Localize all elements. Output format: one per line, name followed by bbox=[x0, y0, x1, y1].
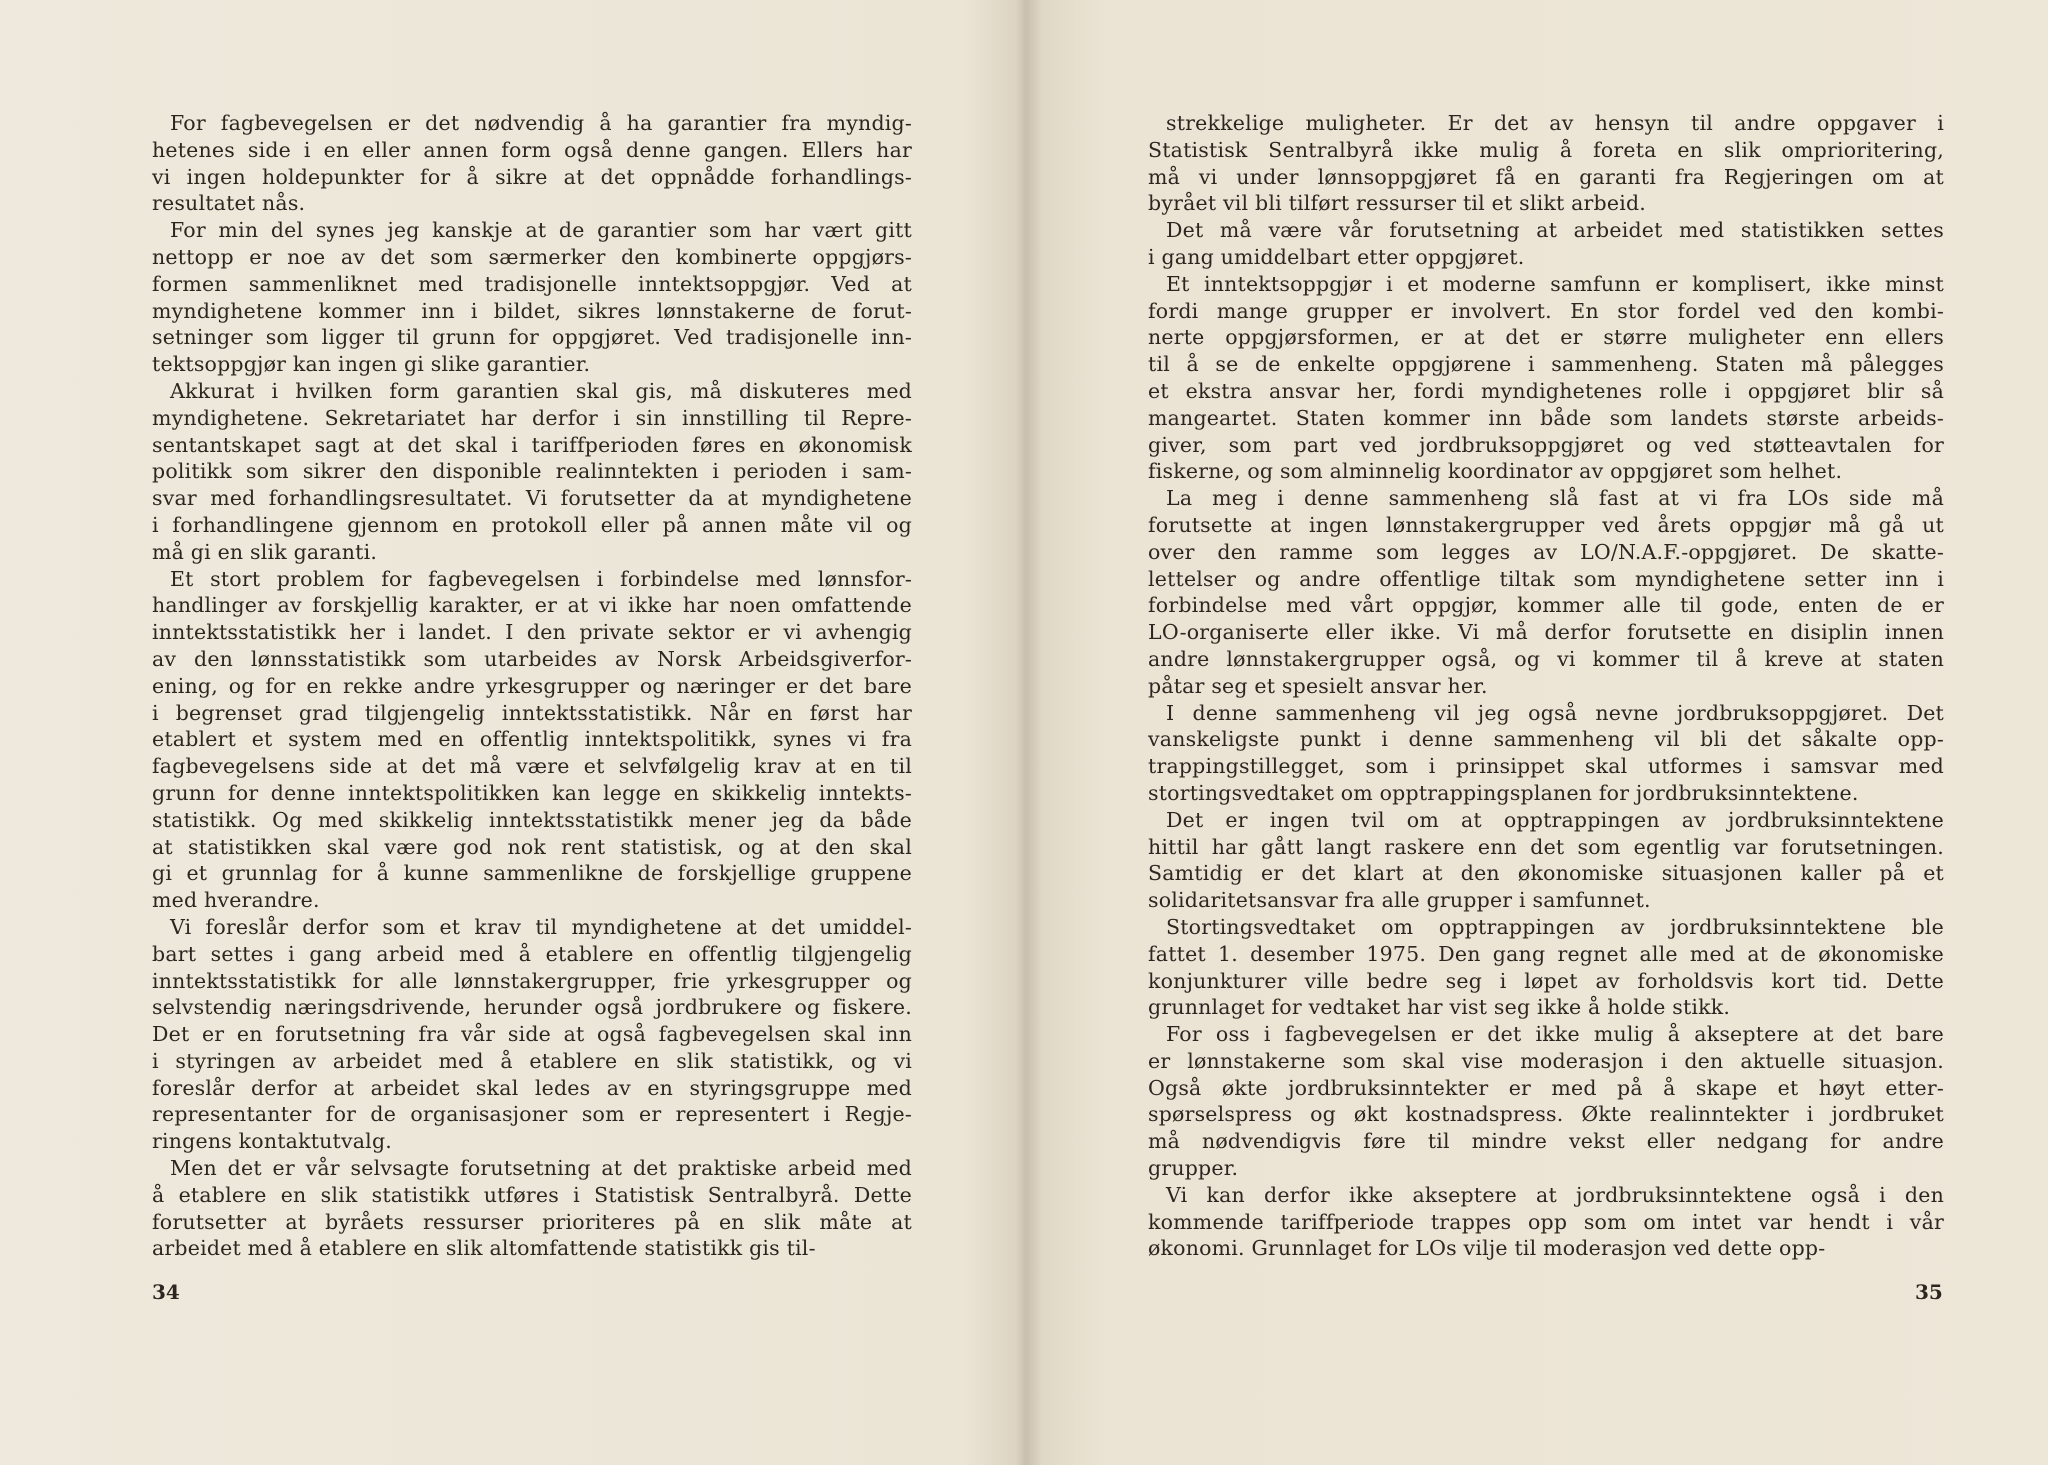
text-line: politikk som sikrer den disponible realinntekten i perioden i sam- bbox=[152, 459, 912, 484]
text-line: Det må være vår forutsetning at arbeidet med statistikken settes bbox=[1166, 218, 1944, 243]
text-line: myndighetene. Sekretariatet har derfor i sin innstilling til Repre- bbox=[152, 405, 912, 430]
text-line: mangeartet. Staten kommer inn både som landets største arbeids- bbox=[1148, 405, 1944, 430]
text-line: forutsette at ingen lønnstakergrupper ved årets oppgjør må gå ut bbox=[1148, 512, 1944, 537]
page-number: 35 bbox=[1915, 1280, 1943, 1304]
text-line: spørselspress og økt kostnadspress. Økte realinntekter i jordbruket bbox=[1148, 1102, 1944, 1127]
text-line: Vi foreslår derfor som et krav til myndighetene at det umiddel- bbox=[170, 914, 912, 939]
paragraph bbox=[152, 378, 912, 566]
text-line: Det er ingen tvil om at opptrappingen av jordbruksinntektene bbox=[1166, 807, 1944, 832]
text-line: må nødvendigvis føre til mindre vekst eller nedgang for andre bbox=[1148, 1129, 1944, 1154]
text-line: over den ramme som legges av LO/N.A.F.-oppgjøret. De skatte- bbox=[1148, 539, 1944, 564]
text-line: hetenes side i en eller annen form også denne gangen. Ellers har bbox=[152, 137, 912, 162]
text-line: andre lønnstakergrupper også, og vi kommer til å kreve at staten bbox=[1148, 646, 1944, 671]
text-line: at statistikken skal være god nok rent statistisk, og at den skal bbox=[152, 834, 912, 859]
text-line: svar med forhandlingsresultatet. Vi forutsetter da at myndighetene bbox=[152, 486, 912, 511]
text-line: sentantskapet sagt at det skal i tariffperioden føres en økonomisk bbox=[152, 432, 912, 457]
text-line: Stortingsvedtaket om opptrappingen av jordbruksinntektene ble bbox=[1166, 914, 1944, 939]
text-line: fordi mange grupper er involvert. En stor fordel ved den kombi- bbox=[1148, 298, 1944, 323]
text-line: gi et grunnlag for å kunne sammenlikne de forskjellige gruppene bbox=[152, 861, 912, 886]
text-line: fiskerne, og som alminnelig koordinator av oppgjøret som helhet. bbox=[1148, 459, 1843, 484]
text-line: er lønnstakerne som skal vise moderasjon i den aktuelle situasjon. bbox=[1148, 1048, 1944, 1073]
text-line: hittil har gått langt raskere enn det som egentlig var forutsetningen. bbox=[1148, 834, 1944, 859]
page-number: 34 bbox=[152, 1280, 180, 1304]
text-line: selvstendig næringsdrivende, herunder også jordbrukere og fiskere. bbox=[152, 995, 912, 1020]
left-page-text bbox=[152, 110, 912, 1262]
paragraph bbox=[1148, 1021, 1944, 1182]
text-line: må gi en slik garanti. bbox=[152, 539, 378, 564]
text-line: Men det er vår selvsagte forutsetning at det praktiske arbeid med bbox=[170, 1156, 912, 1181]
paragraph bbox=[152, 217, 912, 378]
paragraph bbox=[1148, 110, 1944, 217]
text-line: å etablere en slik statistikk utføres i Statistisk Sentralbyrå. Dette bbox=[152, 1182, 912, 1207]
text-line: Vi kan derfor ikke akseptere at jordbruksinntektene også i den bbox=[1166, 1182, 1944, 1207]
text-line: Det er en forutsetning fra vår side at også fagbevegelsen skal inn bbox=[152, 1022, 912, 1047]
text-line: kommende tariffperiode trappes opp som om intet var hendt i vår bbox=[1148, 1209, 1944, 1234]
text-line: i begrenset grad tilgjengelig inntektsstatistikk. Når en først har bbox=[152, 700, 912, 725]
text-line: etablert et system med en offentlig inntektspolitikk, synes vi fra bbox=[152, 727, 912, 752]
text-line: Statistisk Sentralbyrå ikke mulig å foreta en slik omprioritering, bbox=[1148, 137, 1944, 162]
text-line: Et inntektsoppgjør i et moderne samfunn er komplisert, ikke minst bbox=[1166, 271, 1944, 296]
text-line: strekkelige muligheter. Er det av hensyn til andre oppgaver i bbox=[1166, 111, 1944, 135]
text-line: grunn for denne inntektspolitikken kan legge en skikkelig inntekts- bbox=[152, 780, 912, 805]
text-line: arbeidet med å etablere en slik altomfattende statistikk gis til- bbox=[152, 1236, 816, 1261]
paragraph bbox=[1148, 217, 1944, 271]
text-line: forutsetter at byråets ressurser prioriteres på en slik måte at bbox=[152, 1209, 912, 1234]
text-line: handlinger av forskjellig karakter, er at vi ikke har noen omfattende bbox=[152, 593, 912, 618]
text-line: inntektsstatistikk her i landet. I den private sektor er vi avhengig bbox=[152, 620, 912, 645]
text-line: konjunkturer ville bedre seg i løpet av forholdsvis kort tid. Dette bbox=[1148, 968, 1944, 993]
text-line: i styringen av arbeidet med å etablere en slik statistikk, og vi bbox=[152, 1048, 912, 1073]
paragraph bbox=[1148, 807, 1944, 914]
text-line: La meg i denne sammenheng slå fast at vi fra LOs side må bbox=[1166, 486, 1944, 511]
paragraph bbox=[1148, 700, 1944, 807]
text-line: LO-organiserte eller ikke. Vi må derfor forutsette en disiplin innen bbox=[1148, 620, 1944, 645]
text-line: Akkurat i hvilken form garantien skal gis, må diskuteres med bbox=[170, 378, 912, 403]
text-line: tektsoppgjør kan ingen gi slike garantier. bbox=[152, 352, 591, 377]
text-line: representanter for de organisasjoner som er representert i Regje- bbox=[152, 1102, 912, 1127]
right-page-text bbox=[1148, 110, 1944, 1262]
text-line: et ekstra ansvar her, fordi myndighetenes rolle i oppgjøret blir så bbox=[1148, 378, 1944, 403]
text-line: giver, som part ved jordbruksoppgjøret og ved støtteavtalen for bbox=[1148, 432, 1944, 457]
text-line: påtar seg et spesielt ansvar her. bbox=[1148, 673, 1488, 698]
text-line: resultatet nås. bbox=[152, 191, 306, 216]
text-line: i gang umiddelbart etter oppgjøret. bbox=[1148, 244, 1525, 269]
text-line: ringens kontaktutvalg. bbox=[152, 1129, 392, 1154]
text-line: byrået vil bli tilført ressurser til et slikt arbeid. bbox=[1148, 191, 1646, 216]
text-line: For oss i fagbevegelsen er det ikke mulig å akseptere at det bare bbox=[1166, 1022, 1944, 1047]
text-line: av den lønnsstatistikk som utarbeides av Norsk Arbeidsgiverfor- bbox=[152, 646, 912, 671]
paragraph bbox=[1148, 1182, 1944, 1262]
text-line: grupper. bbox=[1148, 1156, 1239, 1181]
paragraph bbox=[152, 566, 912, 914]
text-line: For min del synes jeg kanskje at de garantier som har vært gitt bbox=[170, 218, 912, 243]
text-line: forbindelse med vårt oppgjør, kommer alle til gode, enten de er bbox=[1148, 593, 1944, 618]
paragraph bbox=[152, 110, 912, 217]
text-line: vi ingen holdepunkter for å sikre at det oppnådde forhandlings- bbox=[152, 164, 912, 189]
text-line: setninger som ligger til grunn for oppgjøret. Ved tradisjonelle inn- bbox=[152, 325, 912, 350]
text-line: ening, og for en rekke andre yrkesgrupper og næringer er det bare bbox=[152, 673, 912, 698]
text-line: må vi under lønnsoppgjøret få en garanti fra Regjeringen om at bbox=[1148, 164, 1944, 189]
paragraph bbox=[152, 1155, 912, 1262]
text-line: lettelser og andre offentlige tiltak som myndighetene setter inn i bbox=[1148, 566, 1944, 591]
text-line: grunnlaget for vedtaket har vist seg ikke å holde stikk. bbox=[1148, 995, 1731, 1020]
paragraph bbox=[1148, 485, 1944, 699]
right-page bbox=[1024, 0, 2048, 1465]
text-line: myndighetene kommer inn i bildet, sikres lønnstakerne de forut- bbox=[152, 298, 912, 323]
text-line: I denne sammenheng vil jeg også nevne jordbruksoppgjøret. Det bbox=[1166, 700, 1944, 725]
text-line: trappingstillegget, som i prinsippet skal utformes i samsvar med bbox=[1148, 754, 1944, 779]
text-line: statistikk. Og med skikkelig inntektsstatistikk mener jeg da både bbox=[152, 807, 912, 832]
text-line: i forhandlingene gjennom en protokoll eller på annen måte vil og bbox=[152, 512, 912, 537]
text-line: foreslår derfor at arbeidet skal ledes av en styringsgruppe med bbox=[152, 1075, 912, 1100]
text-line: stortingsvedtaket om opptrappingsplanen for jordbruksinntektene. bbox=[1148, 780, 1859, 805]
text-line: fattet 1. desember 1975. Den gang regnet alle med at de økonomiske bbox=[1148, 941, 1944, 966]
text-line: inntektsstatistikk for alle lønnstakergrupper, frie yrkesgrupper og bbox=[152, 968, 912, 993]
text-line: fagbevegelsens side at det må være et selvfølgelig krav at en til bbox=[152, 754, 912, 779]
text-line: solidaritetsansvar fra alle grupper i samfunnet. bbox=[1148, 888, 1651, 913]
text-line: For fagbevegelsen er det nødvendig å ha garantier fra myndig- bbox=[170, 111, 912, 135]
text-line: økonomi. Grunnlaget for LOs vilje til moderasjon ved dette opp- bbox=[1148, 1236, 1826, 1261]
text-line: nerte oppgjørsformen, er at det er større muligheter enn ellers bbox=[1148, 325, 1944, 350]
text-line: Også økte jordbruksinntekter er med på å skape et høyt etter- bbox=[1148, 1075, 1944, 1100]
paragraph bbox=[1148, 914, 1944, 1021]
text-line: Et stort problem for fagbevegelsen i forbindelse med lønnsfor- bbox=[170, 566, 912, 591]
paragraph bbox=[152, 914, 912, 1155]
text-line: vanskeligste punkt i denne sammenheng vil bli det såkalte opp- bbox=[1148, 727, 1944, 752]
text-line: nettopp er noe av det som særmerker den kombinerte oppgjørs- bbox=[152, 244, 912, 269]
text-line: til å se de enkelte oppgjørene i sammenheng. Staten må pålegges bbox=[1148, 352, 1944, 377]
text-line: bart settes i gang arbeid med å etablere en offentlig tilgjengelig bbox=[152, 941, 912, 966]
text-line: med hverandre. bbox=[152, 888, 320, 913]
text-line: formen sammenliknet med tradisjonelle inntektsoppgjør. Ved at bbox=[152, 271, 912, 296]
paragraph bbox=[1148, 271, 1944, 485]
text-line: Samtidig er det klart at den økonomiske situasjonen kaller på et bbox=[1148, 861, 1944, 886]
